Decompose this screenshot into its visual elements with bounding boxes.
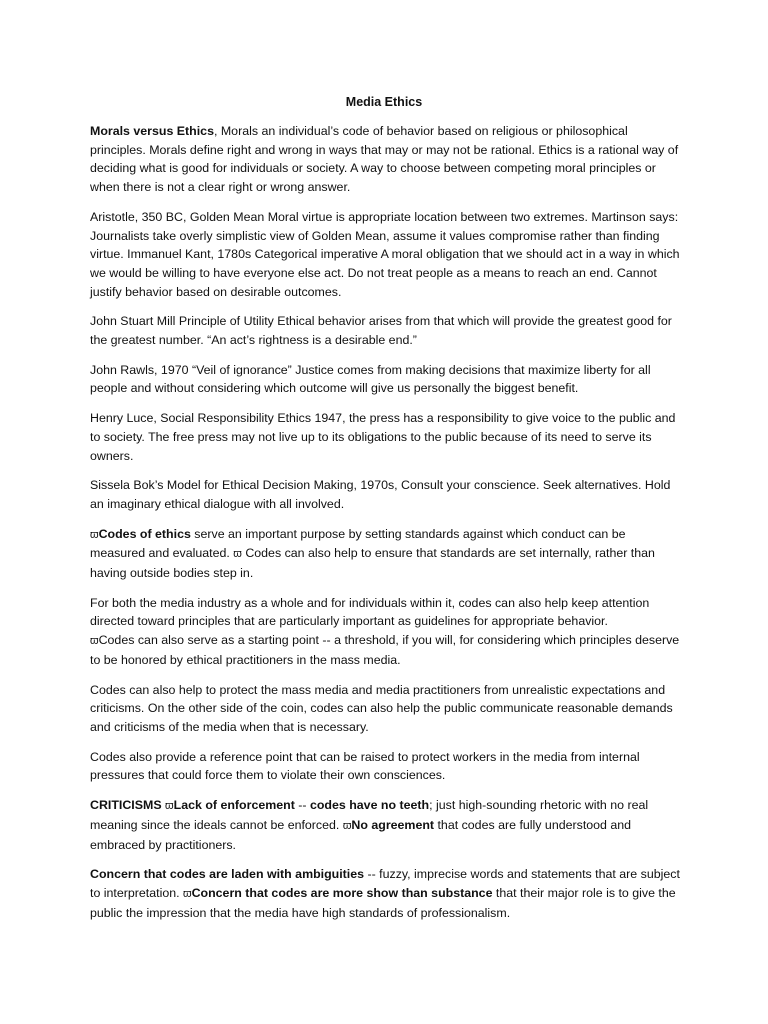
paragraph-luce: Henry Luce, Social Responsibility Ethics 1947, the press has a responsibility to give voice to the public and to society. The free press may not live up to its obligations to the public because of its need to serve its owners. <box>90 411 676 463</box>
document-body <box>90 122 680 933</box>
page-title: Media Ethics <box>345 95 423 109</box>
paragraph-aristotle-kant: Aristotle, 350 BC, Golden Mean Moral virtue is appropriate location between two extremes. Martinson says: Journalists take overly simplistic view of Golden Mean, assume it values compromise rather than finding virtue. Immanuel Kant, 1780s Categorical imperative A moral obligation that we should act in a way in which we would be willing to have everyone else act. Do not treat people as a means to reach an end. Cannot justify behavior based on desirable outcomes. <box>90 209 680 299</box>
paragraph-bok: Sissela Bok’s Model for Ethical Decision Making, 1970s, Consult your conscience. Seek alternatives. Hold an imaginary ethical dialogue with all involved. <box>90 478 671 511</box>
bullet-symbol-icon: ϖ <box>165 800 174 813</box>
heading-morals-vs-ethics: Morals versus Ethics <box>90 124 214 138</box>
bullet-symbol-icon: ϖ <box>342 819 352 832</box>
bullet-symbol-icon: ϖ <box>90 635 99 648</box>
paragraph-media-industry: For both the media industry as a whole and for individuals within it, codes can also help keep attention directed toward principles that are particularly important as guidelines for appropriate behavior. ϖCodes can also serve as a starting point -- a threshold, if you will, for considering which principles deserve to be honored by ethical practitioners in the mass media. <box>90 595 680 667</box>
bullet-symbol-icon: ϖ <box>90 528 99 541</box>
paragraph-reference-point: Codes also provide a reference point that can be raised to protect workers in the media from internal pressures that could force them to violate their own consciences. <box>90 749 640 783</box>
paragraph-criticisms: CRITICISMS ϖLack of enforcement -- codes have no teeth; just high-sounding rhetoric with no real meaning since the ideals cannot be enforced. ϖNo agreement that codes are fully understood and embraced by practitioners. <box>90 798 649 852</box>
heading-codes-of-ethics: Codes of ethics <box>98 526 191 541</box>
paragraph-protect-media: Codes can also help to protect the mass media and media practitioners from unrealistic expectations and criticisms. On the other side of the coin, codes can also help the public communicate reasonable demands and criticisms of the media when that is necessary. <box>90 682 673 734</box>
paragraph-mill: John Stuart Mill Principle of Utility Ethical behavior arises from that which will provide the greatest good for the greatest number. “An act’s rightness is a desirable end.” <box>90 314 672 348</box>
paragraph-ambiguities: Concern that codes are laden with ambiguities -- fuzzy, imprecise words and statements that are subject to interpretation. ϖConcern that codes are more show than substance that their major role is to give the public the impression that the media have high standards of professionalism. <box>90 867 680 920</box>
bullet-symbol-icon: ϖ <box>182 887 192 900</box>
paragraph-codes-of-ethics: ϖCodes of ethics serve an important purpose by setting standards against which conduct can be measured and evaluated. ϖ Codes can also help to ensure that standards are set internally, rather than having outside bodies step in. <box>90 526 655 581</box>
paragraph-morals-vs-ethics: Morals versus Ethics, Morals an individual’s code of behavior based on religious or philosophical principles. Morals define right and wrong in ways that may or may not be rational. Ethics is a rational way of deciding what is good for individuals or society. A way to choose between competing moral principles or when there is not a clear right or wrong answer. <box>90 124 679 195</box>
paragraph-rawls: John Rawls, 1970 “Veil of ignorance” Justice comes from making decisions that maximize liberty for all people and without considering which outcome will give us personally the biggest benefit. <box>90 362 651 396</box>
bullet-symbol-icon: ϖ <box>233 548 242 561</box>
